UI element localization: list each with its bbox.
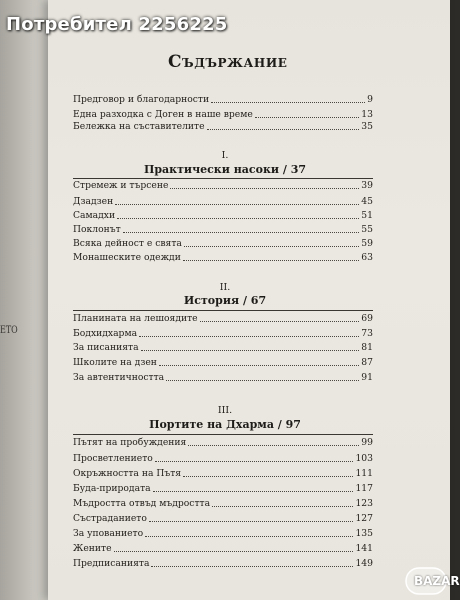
toc-entry (73, 483, 373, 495)
leader-dots (139, 336, 359, 337)
toc-entry (73, 238, 373, 250)
leader-dots (188, 445, 359, 446)
leader-dots (151, 566, 353, 567)
toc-entry-title: Самадхи (73, 210, 116, 221)
toc-entry-page: 81 (361, 342, 373, 353)
page-title: Съдържание (168, 52, 288, 72)
toc-entry-page: 87 (361, 357, 373, 368)
toc-entry-page: 55 (361, 224, 373, 235)
toc-entry (73, 121, 373, 133)
toc-entry-title: Състраданието (73, 513, 147, 524)
toc-entry-title: Предписанията (73, 558, 150, 569)
toc-entry (73, 372, 373, 384)
toc-entry-title: Планината на лешоядите (73, 313, 198, 324)
section-divider (73, 434, 373, 435)
toc-entry-title: Мъдростта отвъд мъдростта (73, 498, 211, 509)
toc-entry-page: 99 (361, 437, 373, 448)
leader-dots (145, 536, 353, 537)
toc-entry-page: 9 (367, 94, 373, 105)
toc-entry-page: 13 (361, 109, 373, 120)
leader-dots (115, 204, 359, 205)
section-number: III. (217, 405, 233, 416)
leader-dots (200, 321, 360, 322)
section-number: I. (221, 150, 229, 161)
leader-dots (153, 491, 354, 492)
leader-dots (184, 246, 359, 247)
toc-entry-title: Стремеж и търсене (73, 180, 169, 191)
toc-entry-title: Поклонът (73, 224, 121, 235)
toc-entry (73, 357, 373, 369)
toc-entry (73, 94, 373, 106)
toc-entry (73, 196, 373, 208)
toc-entry-page: 103 (355, 453, 373, 464)
leader-dots (183, 476, 353, 477)
section-title: Портите на Дхарма / 97 (149, 418, 301, 431)
toc-entry-title: Монашеските одежди (73, 252, 181, 263)
toc-entry (73, 513, 373, 525)
section-number: II. (219, 282, 231, 293)
user-watermark: Потребител 2256225 (6, 14, 228, 35)
toc-entry-page: 127 (355, 513, 373, 524)
toc-entry (73, 180, 373, 192)
toc-entry-page: 59 (361, 238, 373, 249)
section-divider (73, 310, 373, 311)
leader-dots (123, 232, 360, 233)
toc-entry-page: 73 (361, 328, 373, 339)
leader-dots (211, 102, 365, 103)
toc-entry-page: 141 (355, 543, 373, 554)
leader-dots (117, 218, 359, 219)
toc-entry-page: 111 (355, 468, 373, 479)
toc-entry-page: 45 (361, 196, 373, 207)
toc-entry-title: Окръжността на Пътя (73, 468, 182, 479)
toc-entry-title: За писанията (73, 342, 139, 353)
toc-entry-page: 39 (361, 180, 373, 191)
toc-entry-title: Просветлението (73, 453, 153, 464)
toc-entry-page: 63 (361, 252, 373, 263)
leader-dots (114, 551, 354, 552)
toc-entry (73, 468, 373, 480)
toc-entry (73, 558, 373, 570)
leader-dots (166, 380, 359, 381)
section-divider (73, 178, 373, 179)
toc-entry (73, 342, 373, 354)
toc-entry (73, 252, 373, 264)
toc-entry-page: 117 (355, 483, 373, 494)
toc-entry-title: Бодхидхарма (73, 328, 138, 339)
toc-entry-title: Една разходка с Доген в наше време (73, 109, 253, 120)
leader-dots (170, 188, 359, 189)
toc-entry (73, 453, 373, 465)
toc-entry-title: Дзадзен (73, 196, 114, 207)
toc-entry (73, 210, 373, 222)
toc-entry-title: Пътят на пробуждения (73, 437, 187, 448)
toc-entry-title: Буда-природата (73, 483, 151, 494)
toc-entry-page: 123 (355, 498, 373, 509)
leader-dots (255, 117, 360, 118)
toc-entry (73, 528, 373, 540)
section-title: История / 67 (183, 294, 267, 307)
leader-dots (207, 129, 360, 130)
toc-entry (73, 543, 373, 555)
toc-entry-page: 91 (361, 372, 373, 383)
toc-entry-title: Предговор и благодарности (73, 94, 210, 105)
leader-dots (155, 461, 354, 462)
leader-dots (149, 521, 354, 522)
toc-entry-title: Бележка на съставителите (73, 121, 205, 132)
leader-dots (159, 365, 359, 366)
toc-entry (73, 224, 373, 236)
leader-dots (183, 260, 359, 261)
toc-entry (73, 437, 373, 449)
toc-entry-page: 69 (361, 313, 373, 324)
toc-entry (73, 313, 373, 325)
toc-entry (73, 498, 373, 510)
toc-entry-title: За упованието (73, 528, 144, 539)
toc-entry-title: Школите на дзен (73, 357, 157, 368)
toc-entry-page: 135 (355, 528, 373, 539)
left-page-text-fragment: ЕТО (0, 325, 18, 336)
toc-entry-page: 35 (361, 121, 373, 132)
leader-dots (141, 350, 360, 351)
toc-entry (73, 109, 373, 121)
toc-entry-title: Жените (73, 543, 112, 554)
toc-entry-title: За автентичността (73, 372, 165, 383)
leader-dots (212, 506, 353, 507)
toc-entry-page: 51 (361, 210, 373, 221)
toc-entry (73, 328, 373, 340)
section-title: Практически насоки / 37 (143, 163, 307, 176)
bazar-logo-text: BAZAR (414, 574, 460, 588)
toc-entry-title: Всяка дейност е свята (73, 238, 182, 249)
toc-entry-page: 149 (355, 558, 373, 569)
